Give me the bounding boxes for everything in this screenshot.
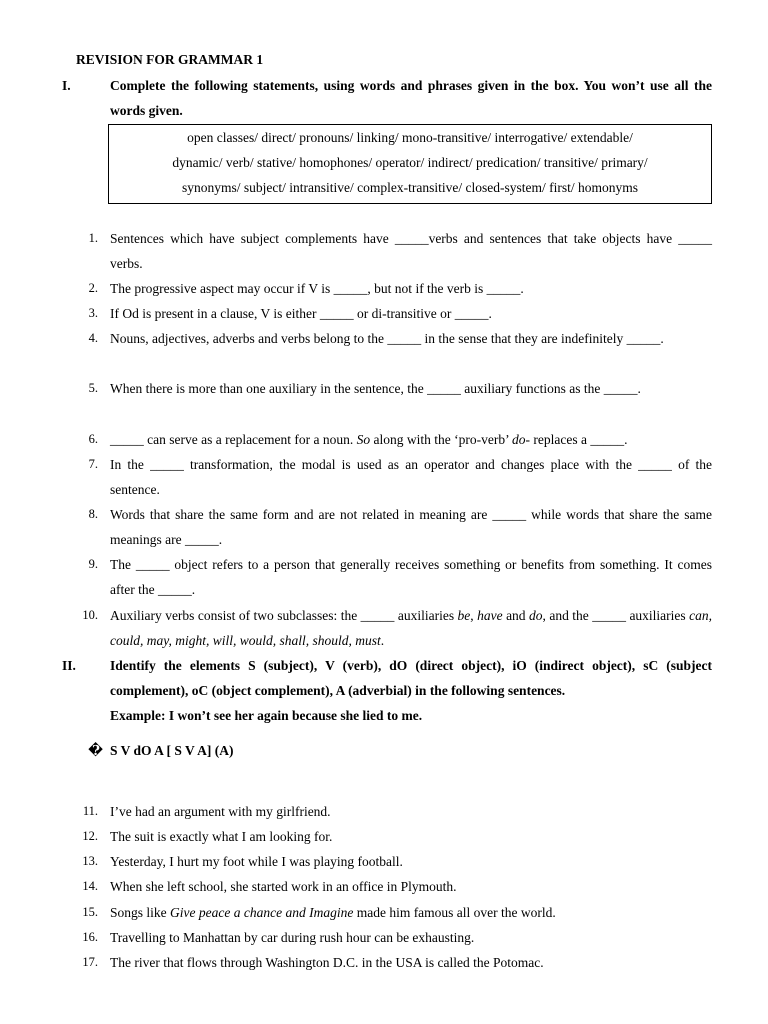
question-number: 16. — [82, 930, 98, 944]
text-run: Songs like — [110, 905, 171, 920]
question-text: The progressive aspect may occur if V is _____, but not if the verb is _____. — [110, 281, 524, 296]
question-text — [110, 603, 712, 653]
italic-term: do- — [512, 432, 530, 447]
question-number: 8. — [88, 507, 98, 521]
question-text: The river that flows through Washington D.C. in the USA is called the Potomac. — [110, 955, 544, 970]
text-run: replaces a _____. — [530, 432, 628, 447]
italic-term: Give peace a chance and Imagine — [170, 905, 354, 920]
question-number: 12. — [82, 829, 98, 843]
question-number: 6. — [88, 432, 98, 446]
section-2-number: II. — [62, 658, 76, 673]
text-run: along with the ‘pro-verb’ — [370, 432, 512, 447]
question-number: 17. — [82, 955, 98, 969]
text-run: . — [380, 633, 385, 648]
italic-term: have — [477, 608, 503, 623]
question-number: 14. — [82, 879, 98, 893]
question-text: Travelling to Manhattan by car during rush hour can be exhausting. — [110, 930, 475, 945]
question-text: If Od is present in a clause, V is either _____ or di-transitive or _____. — [110, 306, 492, 321]
question-text: When she left school, she started work in an office in Plymouth. — [110, 879, 457, 894]
text-run: made him famous all over the world. — [353, 905, 556, 920]
text-run: and — [502, 608, 530, 623]
question-text: In the _____ transformation, the modal is used as an operator and changes place with the _____ of the sentence. — [110, 457, 712, 497]
question-number: 5. — [88, 381, 98, 395]
text-run: , and the _____ auxiliaries — [542, 608, 690, 623]
section-2-example: Example: I won’t see her again because she lied to me. — [110, 708, 423, 723]
question-text — [110, 900, 712, 925]
italic-term: do — [529, 608, 543, 623]
section-1-number: I. — [62, 78, 71, 93]
text-run: _____ can serve as a replacement for a noun. — [110, 432, 357, 447]
question-text: The _____ object refers to a person that generally receives something or benefits from something. It comes after the _____. — [110, 557, 712, 597]
section-2-instruction — [110, 653, 712, 728]
question-number: 11. — [82, 804, 98, 818]
italic-term: can, could, may, might, will, would, shall, should, must — [110, 608, 712, 648]
example-answer: S V dO A [ S V A] (A) — [110, 743, 234, 758]
word-box-line: synonyms/ subject/ intransitive/ complex-transitive/ closed-system/ first/ homonyms — [182, 180, 638, 195]
question-number: 15. — [82, 905, 98, 919]
question-text: Nouns, adjectives, adverbs and verbs belong to the _____ in the sense that they are indefinitely _____. — [110, 331, 664, 346]
italic-term: So — [356, 432, 371, 447]
page-title: REVISION FOR GRAMMAR 1 — [76, 52, 264, 67]
question-number: 13. — [82, 854, 98, 868]
text-run: Auxiliary verbs consist of two subclasses: the _____ auxiliaries — [110, 608, 458, 623]
arrow-icon: � — [88, 743, 104, 758]
question-text: I’ve had an argument with my girlfriend. — [110, 804, 331, 819]
question-number: 2. — [88, 281, 98, 295]
word-box-line: open classes/ direct/ pronouns/ linking/ mono-transitive/ interrogative/ extendable/ — [187, 130, 633, 145]
question-text: Yesterday, I hurt my foot while I was playing football. — [110, 854, 403, 869]
question-text: The suit is exactly what I am looking for. — [110, 829, 333, 844]
section-2-instruction-text: Identify the elements S (subject), V (verb), dO (direct object), iO (indirect object), sC (subject complement), oC (object complement), A (adverbial) in the following sentences. — [110, 658, 712, 698]
question-text: When there is more than one auxiliary in the sentence, the _____ auxiliary functions as the _____. — [110, 381, 641, 396]
word-box-line: dynamic/ verb/ stative/ homophones/ operator/ indirect/ predication/ transitive/ primary/ — [172, 155, 648, 170]
example-answer-line — [88, 738, 234, 763]
word-box — [108, 124, 712, 204]
question-number: 7. — [88, 457, 98, 471]
section-1-instruction: Complete the following statements, using words and phrases given in the box. You won’t use all the words given. — [110, 78, 712, 118]
question-text: Sentences which have subject complements have _____verbs and sentences that take objects have _____ verbs. — [110, 231, 712, 271]
question-number: 3. — [88, 306, 98, 320]
question-text: Words that share the same form and are not related in meaning are _____ while words that share the same meanings are _____. — [110, 507, 712, 547]
italic-term: be — [457, 608, 471, 623]
question-text — [110, 427, 712, 452]
question-number: 10. — [82, 608, 98, 622]
question-number: 9. — [88, 557, 98, 571]
question-number: 4. — [88, 331, 98, 345]
question-number: 1. — [88, 231, 98, 245]
text-run: , — [470, 608, 478, 623]
